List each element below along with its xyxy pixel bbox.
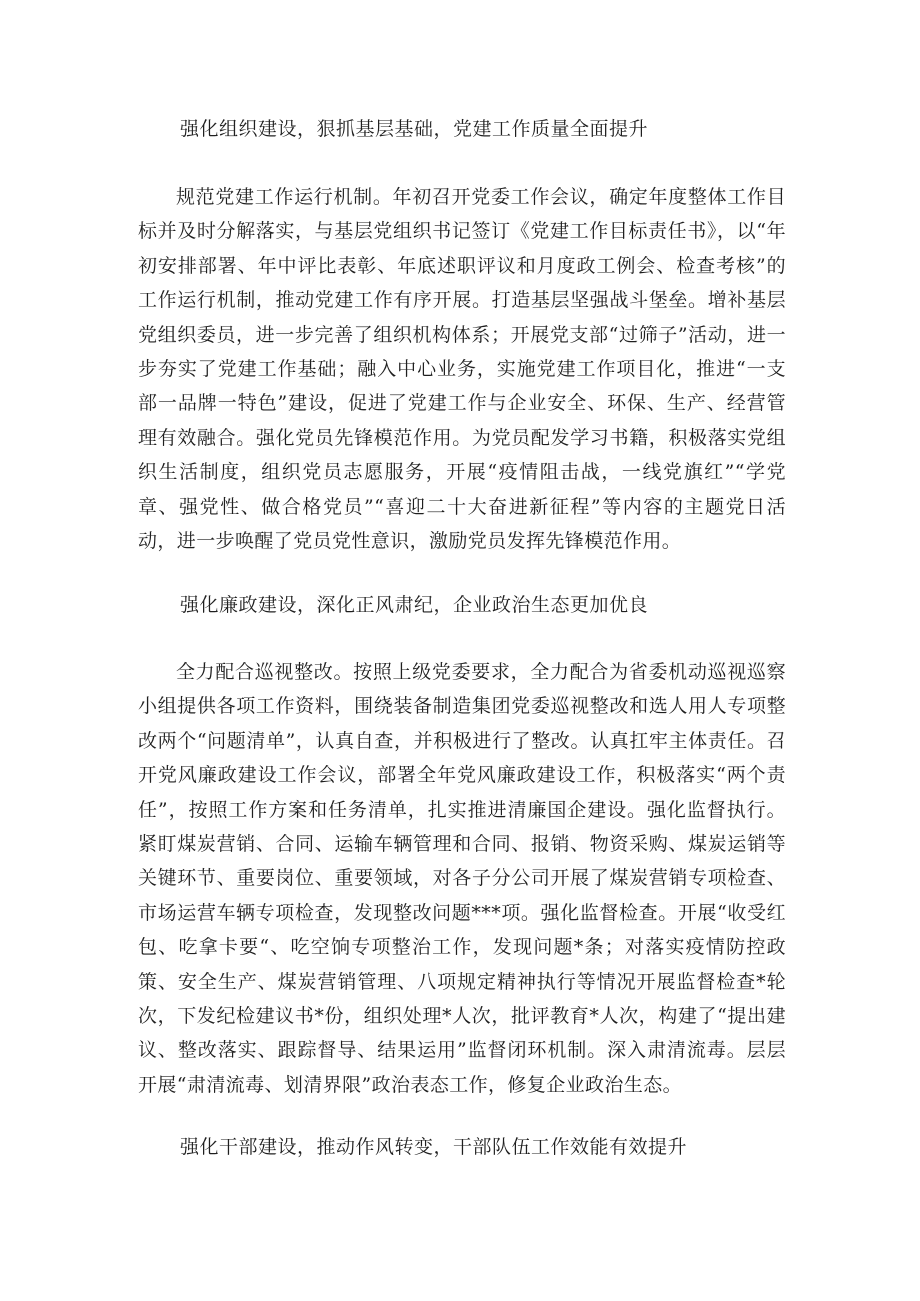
- section-heading-integrity: 强化廉政建设，深化正风肃纪，企业政治生态更加优良: [180, 594, 649, 616]
- section-heading-organization: 强化组织建设，狠抓基层基础，党建工作质量全面提升: [180, 118, 649, 140]
- section-heading-cadre: 强化干部建设，推动作风转变，干部队伍工作效能有效提升: [180, 1136, 688, 1158]
- section-paragraph-integrity: 全力配合巡视整改。按照上级党委要求，全力配合为省委机动巡视巡察小组提供各项工作资料，围绕装备制造集团党委巡视整改和选人用人专项整改两个“问题清单”，认真自查，并积极进行了整改。认真扛牢主体责任。召开党风廉政建设工作会议，部署全年党风廉政建设工作，积极落实“两个责任”，按照工作方案和任务清单，扎实推进清廉国企建设。强化监督执行。紧盯煤炭营销、合同、运输车辆管理和合同、报销、物资采购、煤炭运销等关键环节、重要岗位、重要领域，对各子分公司开展了煤炭营销专项检查、市场运营车辆专项检查，发现整改问题***项。强化监督检查。开展“收受红包、吃拿卡要“、吃空饷专项整治工作，发现问题*条；对落实疫情防控政策、安全生产、煤炭营销管理、八项规定精神执行等情况开展监督检查*轮次，下发纪检建议书*份，组织处理*人次，批评教育*人次，构建了“提出建议、整改落实、跟踪督导、结果运用”监督闭环机制。深入肃清流毒。层层开展“肃清流毒、划清界限”政治表态工作，修复企业政治生态。: [138, 661, 786, 1096]
- section-paragraph-organization: 规范党建工作运行机制。年初召开党委工作会议，确定年度整体工作目标并及时分解落实，与基层党组织书记签订《党建工作目标责任书》，以“年初安排部署、年中评比表彰、年底述职评议和月度政工例会、检查考核”的工作运行机制，推动党建工作有序开展。打造基层坚强战斗堡垒。增补基层党组织委员，进一步完善了组织机构体系；开展党支部“过筛子”活动，进一步夯实了党建工作基础；融入中心业务，实施党建工作项目化，推进“一支部一品牌一特色”建设，促进了党建工作与企业安全、环保、生产、经营管理有效融合。强化党员先锋模范作用。为党员配发学习书籍，积极落实党组织生活制度，组织党员志愿服务，开展“疫情阻击战，一线党旗红”“学党章、强党性、做合格党员”“喜迎二十大奋进新征程”等内容的主题党日活动，进一步唤醒了党员党性意识，激励党员发挥先锋模范作用。: [138, 186, 786, 553]
